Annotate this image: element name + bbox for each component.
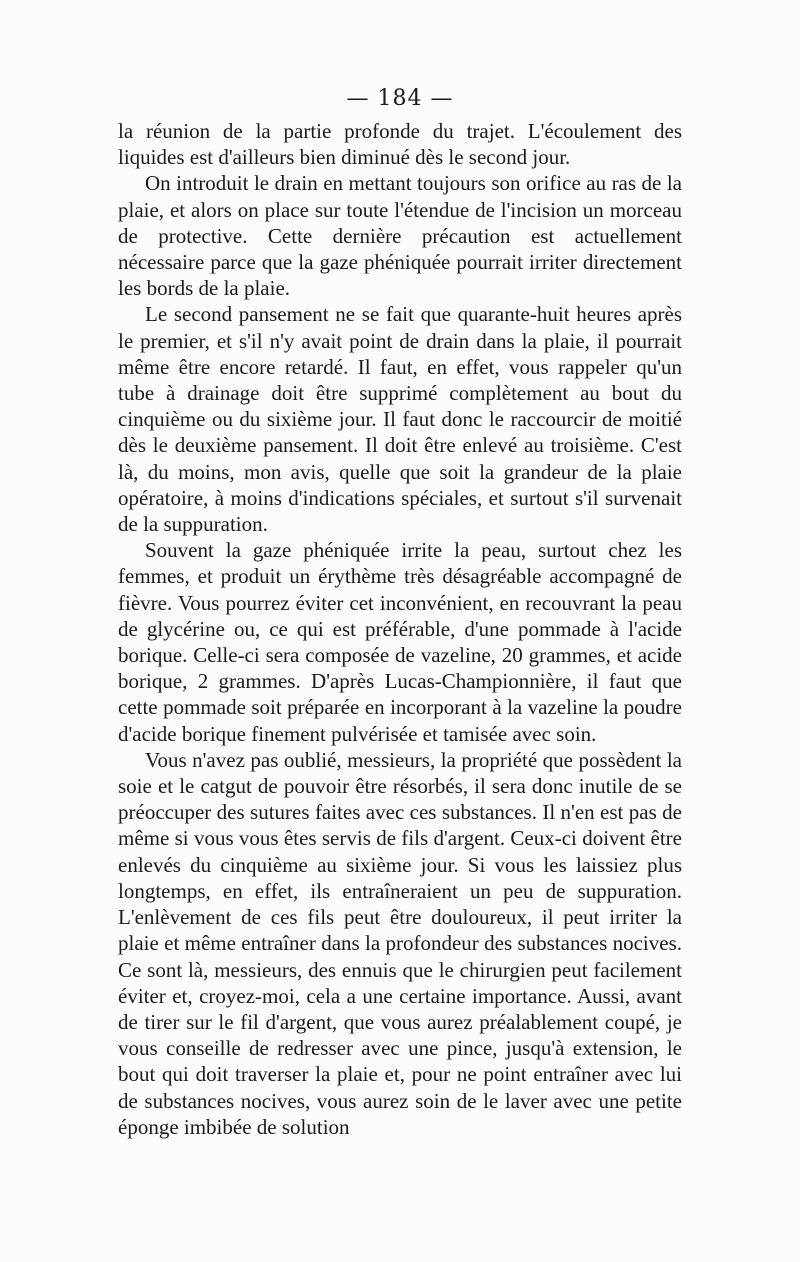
body-text bbox=[118, 118, 682, 1140]
paragraph: Souvent la gaze phéniquée irrite la peau, surtout chez les femmes, et produit un érythème très désagréable accompagné de fièvre. Vous pourrez éviter cet inconvénient, en recouvrant la peau de glycérine ou, ce qui est préférable, d'une pommade à l'acide borique. Celle-ci sera composée de vazeline, 20 grammes, et acide borique, 2 grammes. D'après Lucas-Championnière, il faut que cette pommade soit préparée en incorporant à la vazeline la poudre d'acide borique finement pulvérisée et tamisée avec soin. bbox=[118, 538, 682, 746]
paragraph: la réunion de la partie profonde du trajet. L'écoulement des liquides est d'ailleurs bien diminué dès le second jour. bbox=[118, 119, 682, 170]
paragraph: On introduit le drain en mettant toujours son orifice au ras de la plaie, et alors on place sur toute l'étendue de l'incision un morceau de protective. Cette dernière précaution est actuellement nécessaire parce que la gaze phéniquée pourrait irriter directement les bords de la plaie. bbox=[118, 171, 682, 301]
paragraph: Le second pansement ne se fait que quarante-huit heures après le premier, et s'il n'y avait point de drain dans la plaie, il pourrait même être encore retardé. Il faut, en effet, vous rappeler qu'un tube à drainage doit être supprimé complètement au bout du cinquième ou du sixième jour. Il faut donc le raccourcir de moitié dès le deuxième pansement. Il doit être enlevé au troisième. C'est là, du moins, mon avis, quelle que soit la grandeur de la plaie opératoire, à moins d'indications spéciales, et surtout s'il survenait de la suppuration. bbox=[118, 302, 682, 537]
paragraph: Vous n'avez pas oublié, messieurs, la propriété que possèdent la soie et le catgut de pouvoir être résorbés, il sera donc inutile de se préoccuper des sutures faites avec ces substances. Il n'en est pas de même si vous vous êtes servis de fils d'argent. Ceux-ci doivent être enlevés du cinquième au sixième jour. Si vous les laissiez plus longtemps, en effet, ils entraîneraient un peu de suppuration. L'enlèvement de ces fils peut être douloureux, il peut irriter la plaie et même entraîner dans la profondeur des substances nocives. Ce sont là, messieurs, des ennuis que le chirurgien peut facilement éviter et, croyez-moi, cela a une certaine importance. Aussi, avant de tirer sur le fil d'argent, que vous aurez préalablement coupé, je vous conseille de redresser avec une pince, jusqu'à extension, le bout qui doit traverser la plaie et, pour ne point entraîner avec lui de substances nocives, vous aurez soin de le laver avec une petite éponge imbibée de solution bbox=[118, 747, 682, 1139]
page-number: — 184 — bbox=[346, 86, 454, 111]
